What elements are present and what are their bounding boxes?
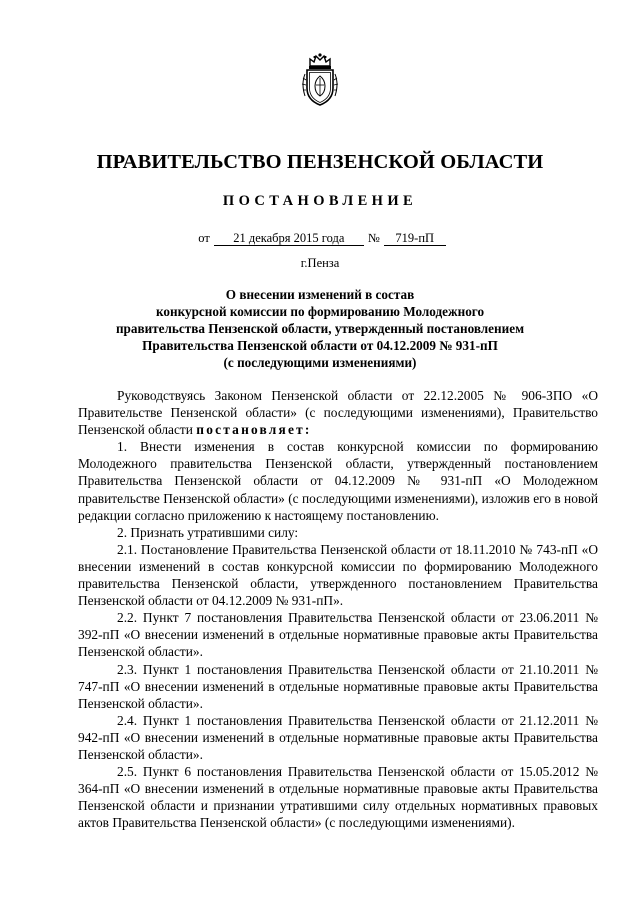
- paragraph-2-1: 2.1. Постановление Правительства Пензенской области от 18.11.2010 № 743-пП «О внесении изменений в состав конкурсной комиссии по формированию Молодежного правительства Пензенской области, утвержденного постановлением Правительства Пензенской области от 04.12.2009 № 931-пП».: [78, 541, 598, 609]
- paragraph-1: 1. Внести изменения в состав конкурсной комиссии по формированию Молодежного правительства Пензенской области, утвержденный постановлением Правительства Пензенской области от 04.12.2009 № 931-пП «О Молодежном правительстве Пензенской области» (с последующими изменениями), изложив его в новой редакции согласно приложению к настоящему постановлению.: [78, 439, 598, 523]
- paragraph-2: 2. Признать утратившими силу:: [117, 524, 299, 540]
- date-prefix: от: [198, 231, 210, 245]
- heading-line: конкурсной комиссии по формированию Молодежного: [155, 304, 485, 319]
- number-prefix: №: [367, 231, 380, 245]
- paragraph-2-2: 2.2. Пункт 7 постановления Правительства Пензенской области от 23.06.2011 № 392-пП «О внесении изменений в отдельные нормативные правовые акты Правительства Пензенской области».: [78, 610, 598, 660]
- paragraph-2-4: 2.4. Пункт 1 постановления Правительства Пензенской области от 21.12.2011 № 942-пП «О внесении изменений в отдельные нормативные правовые акты Правительства Пензенской области».: [78, 712, 598, 762]
- resolves-word: постановляет:: [196, 422, 312, 438]
- heading-line: Правительства Пензенской области от 04.12.2009 № 931-пП: [142, 338, 498, 353]
- coat-of-arms-icon: [296, 52, 344, 108]
- paragraph-2-3: 2.3. Пункт 1 постановления Правительства Пензенской области от 21.10.2011 № 747-пП «О внесении изменений в отдельные нормативные правовые акты Правительства Пензенской области».: [78, 661, 598, 711]
- document-date: 21 декабря 2015 года: [214, 231, 364, 246]
- heading-line: О внесении изменений в состав: [225, 287, 415, 302]
- document-type: ПОСТАНОВЛЕНИЕ: [222, 193, 418, 209]
- document-number: 719-пП: [384, 231, 446, 246]
- paragraph-2-5: 2.5. Пункт 6 постановления Правительства Пензенской области от 15.05.2012 № 364-пП «О внесении изменений в отдельные нормативные правовые акты Правительства Пензенской области и признании утратившими силу отдельных нормативных правовых актов Правительства Пензенской области» (с последующими изменениями).: [78, 764, 598, 831]
- government-title: ПРАВИТЕЛЬСТВО ПЕНЗЕНСКОЙ ОБЛАСТИ: [96, 151, 544, 173]
- document-heading: [60, 286, 580, 371]
- document-body: [78, 387, 598, 831]
- city: г.Пенза: [300, 256, 340, 270]
- preamble-text: Руководствуясь Законом Пензенской области от 22.12.2005 № 906-ЗПО «О Правительстве Пензенской области» (с последующими изменениями), Правительство Пензенской области: [78, 388, 598, 438]
- heading-line: правительства Пензенской области, утвержденный постановлением: [115, 321, 525, 336]
- heading-line: (с последующими изменениями): [223, 355, 417, 370]
- preamble-paragraph: [78, 387, 598, 438]
- date-number-line: [0, 231, 640, 246]
